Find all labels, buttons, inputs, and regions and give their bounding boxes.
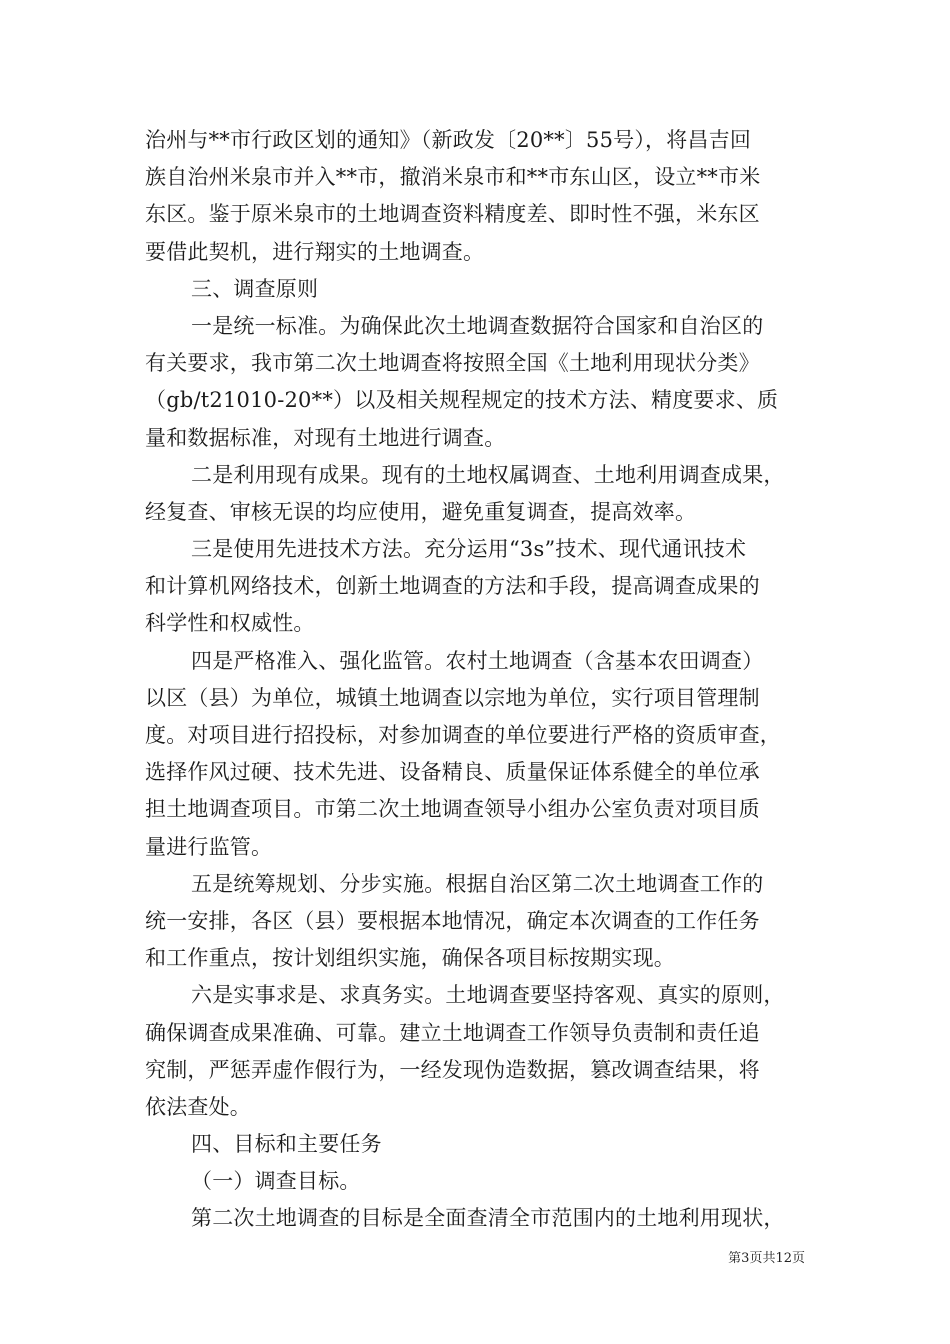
text-line: 族自治州米泉市并入**市，撤消米泉市和**市东山区，设立**市米: [145, 165, 761, 190]
document-body: [145, 122, 815, 1238]
text-line: 担土地调查项目。市第二次土地调查领导小组办公室负责对项目质: [145, 797, 760, 822]
text-line: 三、调查原则: [191, 276, 319, 301]
text-line: 五是统筹规划、分步实施。根据自治区第二次土地调查工作的: [191, 871, 764, 896]
text-line: 和工作重点，按计划组织实施，确保各项目标按期实现。: [145, 946, 675, 971]
text-line: 四、目标和主要任务: [191, 1132, 382, 1157]
text-line: 量和数据标准，对现有土地进行调查。: [145, 425, 506, 450]
text-line: 治州与**市行政区划的通知》（新政发〔20**〕55号），将昌吉回: [145, 128, 752, 152]
text-line: 选择作风过硬、技术先进、设备精良、质量保证体系健全的单位承: [145, 760, 760, 785]
text-line: 和计算机网络技术，创新土地调查的方法和手段，提高调查成果的: [145, 574, 760, 599]
text-line: 有关要求，我市第二次土地调查将按照全国《土地利用现状分类》: [145, 351, 760, 376]
text-line: 东区。鉴于原米泉市的土地调查资料精度差、即时性不强，米东区: [145, 202, 760, 227]
page-number: 第3页共12页: [728, 1251, 805, 1266]
text-line: 以区（县）为单位，城镇土地调查以宗地为单位，实行项目管理制: [145, 685, 760, 710]
text-line: 第二次土地调查的目标是全面查清全市范围内的土地利用现状，: [191, 1206, 785, 1231]
text-line: 二是利用现有成果。现有的土地权属调查、土地利用调查成果，: [191, 462, 785, 487]
text-line: 一是统一标准。为确保此次土地调查数据符合国家和自治区的: [191, 313, 764, 338]
text-line: 度。对项目进行招投标，对参加调查的单位要进行严格的资质审查，: [145, 723, 781, 747]
text-line: 究制，严惩弄虚作假行为，一经发现伪造数据，篡改调查结果，将: [145, 1057, 760, 1082]
text-line: 确保调查成果准确、可靠。建立土地调查工作领导负责制和责任追: [145, 1020, 760, 1045]
text-line: 四是严格准入、强化监管。农村土地调查（含基本农田调查）: [191, 648, 764, 673]
text-line: （gb/t21010-20**）以及相关规程规定的技术方法、精度要求、质: [145, 388, 779, 413]
text-line: 六是实事求是、求真务实。土地调查要坚持客观、真实的原则，: [191, 983, 785, 1008]
text-line: 经复查、审核无误的均应使用，避免重复调查，提高效率。: [145, 499, 697, 524]
text-line: 要借此契机，进行翔实的土地调查。: [145, 239, 485, 264]
text-line: 量进行监管。: [145, 834, 273, 859]
text-line: 依法查处。: [145, 1094, 251, 1119]
text-line: 统一安排，各区（县）要根据本地情况，确定本次调查的工作任务: [145, 908, 760, 933]
text-line: （一）调查目标。: [191, 1169, 361, 1194]
text-line: 科学性和权威性。: [145, 611, 315, 636]
text-line: 三是使用先进技术方法。充分运用“3s”技术、现代通讯技术: [191, 537, 747, 562]
